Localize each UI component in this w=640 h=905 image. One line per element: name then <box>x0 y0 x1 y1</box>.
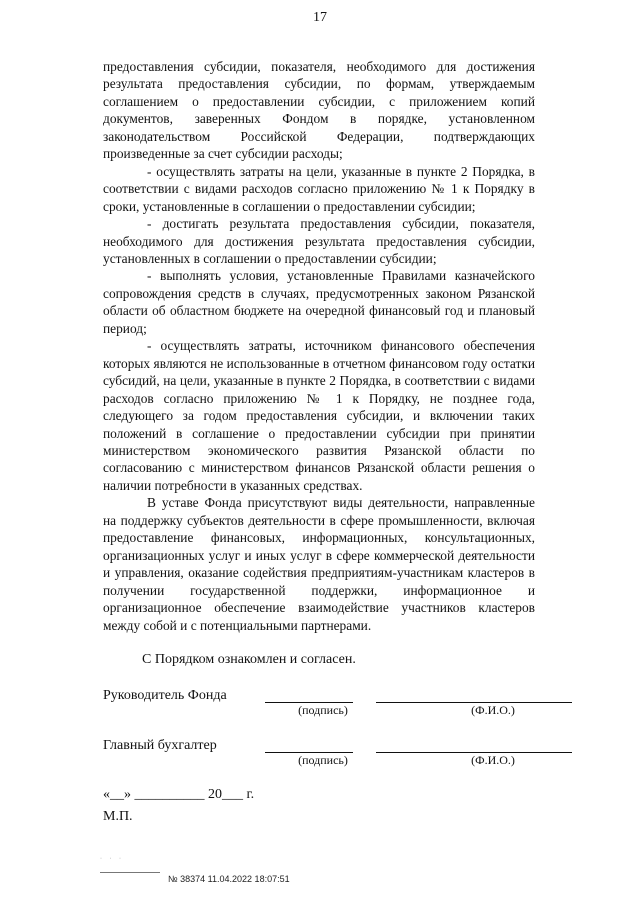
paragraph-result: - достигать результата предоставления субсидии, показателя, необходимого для достижения результата предоставления субсидии, установленных в соглашении о предоставлении субсидии; <box>103 216 535 266</box>
stamp-placeholder: М.П. <box>103 809 133 824</box>
scan-underline <box>100 868 160 873</box>
signature-role: Руководитель Фонда <box>103 688 227 703</box>
scan-mark-icon <box>100 856 170 876</box>
signature-caption: (подпись) <box>298 703 348 717</box>
page-number: 17 <box>313 10 327 25</box>
paragraph-fund-charter: В уставе Фонда присутствуют виды деятельности, направленные на поддержку субъектов деятельности в сфере промышленности, включая предоставление финансовых, информационных, консультационных, организационных услуг и иных услуг в сфере коммерческой деятельности и управления, оказание содействия предприятиям-участникам кластеров в получении государственной поддержки, информационное и организационное обеспечение взаимодействие участников кластеров между собой и с потенциальными партнерами. <box>103 495 535 633</box>
document-registration-footer: № 38374 11.04.2022 18:07:51 <box>168 874 290 884</box>
signature-row-head <box>103 688 573 728</box>
signature-role: Главный бухгалтер <box>103 738 217 753</box>
scan-dots: · · · <box>100 856 124 862</box>
paragraph-continuation: предоставления субсидии, показателя, необходимого для достижения результата предоставления субсидии, по формам, утверждаемым соглашением о предоставлении субсидии, с приложением копий документов, заверенных Фондом в порядке, установленном законодательством Российской Федерации, подтверждающих произведенные за счет субсидии расходы; <box>103 59 535 162</box>
signature-caption: (подпись) <box>298 753 348 767</box>
paragraph-remaining-subsidies: - осуществлять затраты, источником финансового обеспечения которых являются не использованные в отчетном финансовом году остатки субсидий, на цели, указанные в пункте 2 Порядка, в соответствии с видами расходов согласно приложению № 1 к Порядку, не позднее года, следующего за годом предоставления субсидии, и включении таких положений в соглашение о предоставлении субсидии при принятии министерством экономического развития Рязанской области по согласованию с министерством финансов Рязанской области решения о наличии потребности в указанных средствах. <box>103 338 535 493</box>
body-text <box>103 58 535 634</box>
name-caption: (Ф.И.О.) <box>471 753 515 767</box>
name-caption: (Ф.И.О.) <box>471 703 515 717</box>
date-line: «__» __________ 20___ г. <box>103 787 255 802</box>
agreement-statement: С Порядком ознакомлен и согласен. <box>142 652 356 667</box>
paragraph-expenses: - осуществлять затраты на цели, указанные в пункте 2 Порядка, в соответствии с видами расходов согласно приложению № 1 к Порядку в сроки, установленные в соглашении о предоставлении субсидии; <box>103 163 535 214</box>
signature-row-accountant <box>103 738 573 778</box>
paragraph-treasury: - выполнять условия, установленные Правилами казначейского сопровождения средств в случаях, предусмотренных законом Рязанской области об областном бюджете на очередной финансовый год и плановый период; <box>103 268 535 336</box>
